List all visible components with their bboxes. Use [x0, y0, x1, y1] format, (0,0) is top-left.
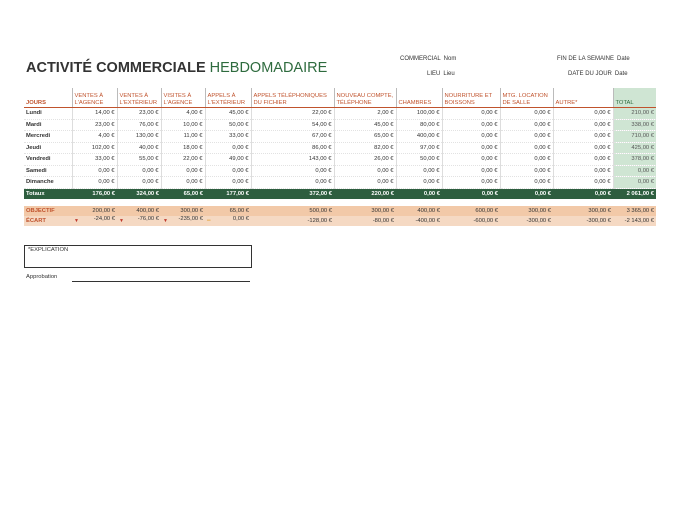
value-cell[interactable]: 100,00 €	[396, 108, 442, 120]
value-cell[interactable]: 300,00 €	[334, 206, 396, 216]
value-cell[interactable]: 372,00 €	[251, 188, 334, 199]
value-cell[interactable]: 0,00 €	[251, 177, 334, 189]
value-cell[interactable]	[161, 199, 205, 206]
value-cell[interactable]: 400,00 €	[117, 206, 161, 216]
total-cell[interactable]: 425,00 €	[613, 142, 656, 154]
row-label[interactable]: OBJECTIF	[24, 206, 72, 216]
approbation-line[interactable]	[72, 281, 250, 282]
explication-label: *EXPLICATION	[28, 247, 69, 253]
header-autre: AUTRE*	[553, 88, 613, 108]
value-cell[interactable]	[161, 216, 205, 226]
total-cell[interactable]	[613, 199, 656, 206]
value-cell[interactable]: 324,00 €	[117, 188, 161, 199]
row-label[interactable]: Jeudi	[24, 142, 72, 154]
meta-lieu	[427, 71, 455, 77]
down-arrow-icon: ▼	[119, 217, 124, 224]
value-cell[interactable]: 0,00 €	[396, 177, 442, 189]
value-cell[interactable]: 80,00 €	[396, 119, 442, 131]
fin-semaine-label: FIN DE LA SEMAINE	[557, 56, 615, 62]
total-cell[interactable]: 210,00 €	[613, 108, 656, 120]
row-label[interactable]: Totaux	[24, 188, 72, 199]
value-cell[interactable]: 0,00 €	[553, 119, 613, 131]
meta-fin-semaine	[557, 56, 630, 62]
value-cell[interactable]: 65,00 €	[205, 206, 251, 216]
value-cell[interactable]: 0,00 €	[205, 177, 251, 189]
value-cell[interactable]: 0,00 €	[500, 108, 553, 120]
date-jour-value[interactable]: Date	[614, 71, 628, 77]
value-cell[interactable]: 0,00 €	[205, 165, 251, 177]
value-cell[interactable]: -400,00 €	[396, 216, 442, 226]
value-cell[interactable]: 65,00 €	[161, 188, 205, 199]
total-cell[interactable]: 0,00 €	[613, 177, 656, 189]
value-cell[interactable]: -128,00 €	[251, 216, 334, 226]
header-location-salle: MTG. LOCATION DE SALLE	[500, 88, 553, 108]
down-arrow-icon: ▼	[74, 217, 79, 224]
value-cell[interactable]: 0,00 €	[500, 142, 553, 154]
value-cell[interactable]: 300,00 €	[553, 206, 613, 216]
value-cell[interactable]: 0,00 €	[442, 119, 500, 131]
value-cell[interactable]: 0,00 €	[442, 154, 500, 166]
value-cell[interactable]: 33,00 €	[72, 154, 117, 166]
value-cell[interactable]: 0,00 €	[500, 154, 553, 166]
header-nourriture: NOURRITURE ET BOISSONS	[442, 88, 500, 108]
value-cell[interactable]: 0,00 €	[500, 188, 553, 199]
value-cell[interactable]: 0,00 €	[396, 188, 442, 199]
value-cell[interactable]	[500, 199, 553, 206]
title-main: ACTIVITÉ COMMERCIALE	[26, 60, 206, 76]
commercial-value[interactable]: Nom	[443, 56, 457, 62]
value-cell[interactable]: 176,00 €	[72, 188, 117, 199]
value-cell[interactable]: 0,00 €	[442, 165, 500, 177]
value-cell[interactable]: 76,00 €	[117, 119, 161, 131]
value-cell[interactable]: 0,00 €	[117, 165, 161, 177]
spacer-row	[24, 199, 656, 206]
value-cell[interactable]: -300,00 €	[500, 216, 553, 226]
commercial-label: COMMERCIAL	[400, 56, 441, 62]
value-cell[interactable]: 26,00 €	[334, 154, 396, 166]
value-cell[interactable]: 0,00 €	[500, 165, 553, 177]
value-cell[interactable]: 23,00 €	[117, 108, 161, 120]
value-cell[interactable]: 0,00 €	[334, 177, 396, 189]
value-cell[interactable]: 65,00 €	[334, 131, 396, 143]
objectif-row	[24, 206, 656, 216]
header-total: TOTAL	[613, 88, 656, 108]
activity-table	[24, 88, 656, 226]
totals-row	[24, 188, 656, 199]
value-cell[interactable]: 0,00 €	[442, 142, 500, 154]
value-cell[interactable]	[72, 216, 117, 226]
value-cell[interactable]: 45,00 €	[334, 119, 396, 131]
day-row	[24, 108, 656, 120]
value-cell[interactable]: 2,00 €	[334, 108, 396, 120]
value-cell[interactable]: 0,00 €	[442, 188, 500, 199]
value-cell[interactable]: 0,00 €	[117, 177, 161, 189]
value-cell[interactable]: 0,00 €	[72, 165, 117, 177]
value-cell[interactable]: 130,00 €	[117, 131, 161, 143]
value-cell[interactable]: 82,00 €	[334, 142, 396, 154]
value-cell[interactable]: 143,00 €	[251, 154, 334, 166]
value-cell[interactable]	[251, 199, 334, 206]
value-cell[interactable]: 0,00 €	[442, 108, 500, 120]
explication-box[interactable]	[24, 245, 252, 268]
value-cell[interactable]: 0,00 €	[500, 131, 553, 143]
day-row	[24, 119, 656, 131]
row-label[interactable]: Mercredi	[24, 131, 72, 143]
meta-date-jour	[568, 71, 628, 77]
value-cell[interactable]: 54,00 €	[251, 119, 334, 131]
value-cell[interactable]: 400,00 €	[396, 131, 442, 143]
value-cell[interactable]: 23,00 €	[72, 119, 117, 131]
value-cell[interactable]: 33,00 €	[205, 131, 251, 143]
value-cell[interactable]: -300,00 €	[553, 216, 613, 226]
value-cell[interactable]	[205, 216, 251, 226]
value-cell[interactable]	[334, 199, 396, 206]
value-cell[interactable]: 0,00 €	[161, 165, 205, 177]
value-cell[interactable]	[553, 199, 613, 206]
page-title	[26, 60, 327, 76]
value-cell[interactable]: 0,00 €	[553, 188, 613, 199]
value-cell[interactable]: 14,00 €	[72, 108, 117, 120]
header-appels-exterieur: APPELS À L'EXTÉRIEUR	[205, 88, 251, 108]
value-cell[interactable]: 45,00 €	[205, 108, 251, 120]
row-label[interactable]: Dimanche	[24, 177, 72, 189]
day-row	[24, 142, 656, 154]
row-label[interactable]: Lundi	[24, 108, 72, 120]
header-ventes-agence: VENTES À L'AGENCE	[72, 88, 117, 108]
value-cell[interactable]: 0,00 €	[553, 131, 613, 143]
value-cell[interactable]	[72, 199, 117, 206]
value-cell[interactable]: 220,00 €	[334, 188, 396, 199]
value-cell[interactable]: 500,00 €	[251, 206, 334, 216]
total-cell[interactable]: 378,00 €	[613, 154, 656, 166]
value-cell[interactable]: 400,00 €	[396, 206, 442, 216]
fin-semaine-value[interactable]: Date	[617, 56, 630, 62]
lieu-value[interactable]: Lieu	[443, 71, 455, 77]
header-row	[24, 88, 656, 108]
day-row	[24, 131, 656, 143]
value-cell[interactable]: 0,00 €	[553, 177, 613, 189]
value-cell[interactable]: -600,00 €	[442, 216, 500, 226]
value-cell[interactable]: 97,00 €	[396, 142, 442, 154]
value-cell[interactable]: 0,00 €	[553, 108, 613, 120]
value-cell[interactable]: 200,00 €	[72, 206, 117, 216]
row-label[interactable]: Vendredi	[24, 154, 72, 166]
ecart-value: 0,00 €	[232, 215, 249, 222]
value-cell[interactable]: 0,00 €	[205, 142, 251, 154]
value-cell[interactable]: 22,00 €	[251, 108, 334, 120]
value-cell[interactable]	[205, 199, 251, 206]
header-ventes-exterieur: VENTES À L'EXTÉRIEUR	[117, 88, 161, 108]
value-cell[interactable]: 55,00 €	[117, 154, 161, 166]
total-cell[interactable]: 3 365,00 €	[613, 206, 656, 216]
value-cell[interactable]: 600,00 €	[442, 206, 500, 216]
equal-icon: ═	[207, 217, 211, 224]
title-sub: HEBDOMADAIRE	[209, 60, 328, 76]
total-cell[interactable]: 2 061,00 €	[613, 188, 656, 199]
value-cell[interactable]: 50,00 €	[205, 119, 251, 131]
header-appels-fichier: APPELS TÉLÉPHONIQUES DU FICHIER	[251, 88, 334, 108]
day-row	[24, 177, 656, 189]
total-cell[interactable]: 338,00 €	[613, 119, 656, 131]
lieu-label: LIEU	[427, 71, 441, 77]
value-cell[interactable]: 49,00 €	[205, 154, 251, 166]
value-cell[interactable]: 0,00 €	[553, 165, 613, 177]
value-cell[interactable]: 10,00 €	[161, 119, 205, 131]
ecart-value: -24,00 €	[93, 215, 115, 222]
value-cell[interactable]: 18,00 €	[161, 142, 205, 154]
value-cell[interactable]	[117, 216, 161, 226]
value-cell[interactable]: 0,00 €	[72, 177, 117, 189]
ecart-row	[24, 216, 656, 226]
value-cell[interactable]	[396, 199, 442, 206]
value-cell[interactable]: 0,00 €	[442, 131, 500, 143]
day-row	[24, 165, 656, 177]
value-cell[interactable]: 177,00 €	[205, 188, 251, 199]
value-cell[interactable]: 0,00 €	[500, 119, 553, 131]
value-cell[interactable]: 11,00 €	[161, 131, 205, 143]
meta-commercial	[400, 56, 456, 62]
ecart-value: -76,00 €	[137, 215, 159, 222]
value-cell[interactable]	[442, 199, 500, 206]
value-cell[interactable]: 0,00 €	[553, 142, 613, 154]
value-cell[interactable]: 86,00 €	[251, 142, 334, 154]
value-cell[interactable]: 40,00 €	[117, 142, 161, 154]
value-cell[interactable]: 4,00 €	[72, 131, 117, 143]
value-cell[interactable]: 50,00 €	[396, 154, 442, 166]
value-cell[interactable]: 0,00 €	[442, 177, 500, 189]
value-cell[interactable]: -80,00 €	[334, 216, 396, 226]
header-jours: JOURS	[24, 88, 72, 108]
day-row	[24, 154, 656, 166]
total-cell[interactable]: 710,00 €	[613, 131, 656, 143]
row-label[interactable]: ÉCART	[24, 216, 72, 226]
ecart-value: -235,00 €	[178, 215, 203, 222]
row-label[interactable]: Mardi	[24, 119, 72, 131]
value-cell[interactable]: 300,00 €	[161, 206, 205, 216]
row-label[interactable]: Samedi	[24, 165, 72, 177]
total-cell[interactable]: 0,00 €	[613, 165, 656, 177]
header-nouveau-compte: NOUVEAU COMPTE, TÉLÉPHONE	[334, 88, 396, 108]
value-cell[interactable]: 67,00 €	[251, 131, 334, 143]
value-cell[interactable]: 102,00 €	[72, 142, 117, 154]
value-cell[interactable]: 22,00 €	[161, 154, 205, 166]
value-cell[interactable]: 4,00 €	[161, 108, 205, 120]
value-cell[interactable]: 0,00 €	[334, 165, 396, 177]
header-visites-agence: VISITES À L'AGENCE	[161, 88, 205, 108]
value-cell[interactable]: 0,00 €	[553, 154, 613, 166]
value-cell[interactable]: 0,00 €	[161, 177, 205, 189]
total-cell[interactable]: -2 143,00 €	[613, 216, 656, 226]
row-label[interactable]	[24, 199, 72, 206]
down-arrow-icon: ▼	[163, 217, 168, 224]
date-jour-label: DATE DU JOUR	[568, 71, 612, 77]
header-chambres: CHAMBRES	[396, 88, 442, 108]
value-cell[interactable]	[117, 199, 161, 206]
value-cell[interactable]: 0,00 €	[500, 177, 553, 189]
value-cell[interactable]: 0,00 €	[396, 165, 442, 177]
value-cell[interactable]: 0,00 €	[251, 165, 334, 177]
approbation-label: Approbation	[26, 274, 58, 280]
value-cell[interactable]: 300,00 €	[500, 206, 553, 216]
